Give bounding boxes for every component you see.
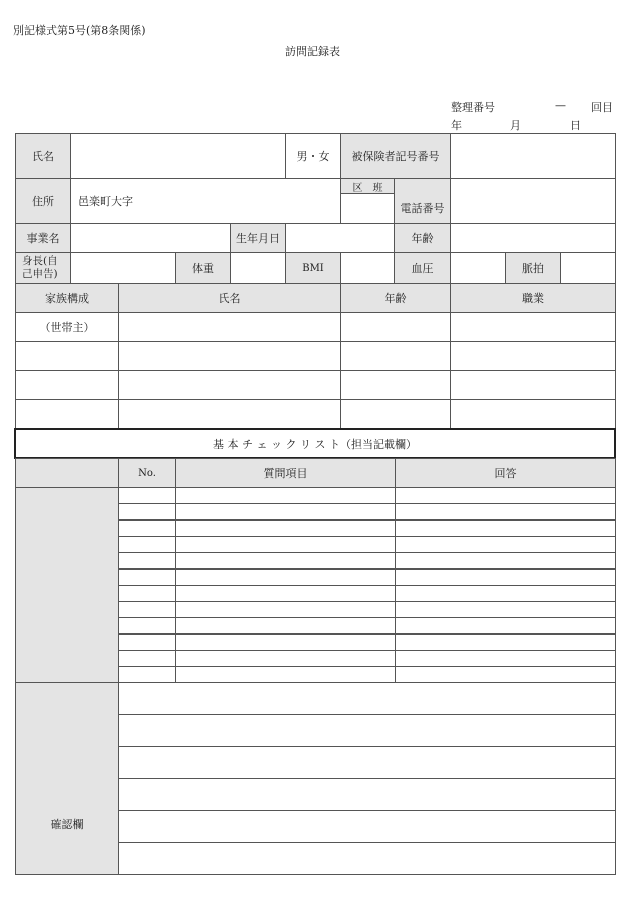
height-label: 身長(自己申告): [15, 252, 71, 284]
checklist-header-question: 質問項目: [175, 458, 396, 488]
checklist-answer-cell[interactable]: [395, 569, 616, 586]
checklist-title: 基 本 チ ェ ッ ク リ ス ト（担当記載欄）: [14, 428, 616, 459]
checklist-header-number: No.: [118, 458, 176, 488]
checklist-number-cell[interactable]: [118, 634, 176, 651]
family-name-cell[interactable]: [118, 370, 341, 400]
page-title: 訪問記録表: [285, 45, 340, 58]
family-relation-cell[interactable]: （世帯主）: [15, 312, 119, 342]
business-field[interactable]: [70, 223, 231, 253]
family-header-name: 氏名: [118, 283, 341, 313]
checklist-number-cell[interactable]: [118, 520, 176, 537]
address-field[interactable]: 邑楽町大字: [70, 178, 341, 224]
family-occupation-cell[interactable]: [450, 341, 616, 371]
checklist-question-cell[interactable]: [175, 552, 396, 569]
checklist-question-cell[interactable]: [175, 634, 396, 651]
reference-number-label: 整理番号: [451, 101, 495, 114]
confirm-entry-row[interactable]: [118, 682, 616, 715]
checklist-answer-cell[interactable]: [395, 650, 616, 667]
family-age-cell[interactable]: [340, 341, 451, 371]
family-header-relation: 家族構成: [15, 283, 119, 313]
checklist-number-cell[interactable]: [118, 503, 176, 520]
district-field[interactable]: [340, 193, 395, 224]
family-header-age: 年齢: [340, 283, 451, 313]
checklist-answer-cell[interactable]: [395, 552, 616, 569]
checklist-number-cell[interactable]: [118, 585, 176, 602]
checklist-header-answer: 回答: [395, 458, 616, 488]
height-field[interactable]: [70, 252, 176, 284]
insured-number-field[interactable]: [450, 133, 616, 179]
family-age-cell[interactable]: [340, 399, 451, 429]
family-age-cell[interactable]: [340, 370, 451, 400]
family-name-cell[interactable]: [118, 341, 341, 371]
name-label: 氏名: [15, 133, 71, 179]
family-relation-cell[interactable]: [15, 370, 119, 400]
checklist-number-cell[interactable]: [118, 569, 176, 586]
checklist-answer-cell[interactable]: [395, 536, 616, 553]
age-label: 年齢: [394, 223, 451, 253]
bmi-field[interactable]: [340, 252, 395, 284]
checklist-number-cell[interactable]: [118, 666, 176, 683]
checklist-answer-cell[interactable]: [395, 634, 616, 651]
confirm-entry-row[interactable]: [118, 714, 616, 747]
date-year-label: 年: [451, 119, 462, 132]
checklist-question-cell[interactable]: [175, 536, 396, 553]
checklist-number-cell[interactable]: [118, 536, 176, 553]
form-number: 別記様式第5号(第8条関係): [13, 24, 146, 37]
date-month-label: 月: [510, 119, 521, 132]
checklist-number-cell[interactable]: [118, 650, 176, 667]
family-header-occupation: 職業: [450, 283, 616, 313]
gender-select[interactable]: 男・女: [285, 133, 341, 179]
checklist-question-cell[interactable]: [175, 601, 396, 618]
checklist-question-cell[interactable]: [175, 650, 396, 667]
family-age-cell[interactable]: [340, 312, 451, 342]
family-occupation-cell[interactable]: [450, 312, 616, 342]
bmi-label: BMI: [285, 252, 341, 284]
family-occupation-cell[interactable]: [450, 370, 616, 400]
confirm-entry-row[interactable]: [118, 842, 616, 875]
checklist-question-cell[interactable]: [175, 487, 396, 504]
family-occupation-cell[interactable]: [450, 399, 616, 429]
phone-label: 電話番号: [394, 178, 451, 224]
family-relation-cell[interactable]: [15, 399, 119, 429]
business-label: 事業名: [15, 223, 71, 253]
date-day-label: 日: [570, 119, 581, 132]
checklist-question-cell[interactable]: [175, 503, 396, 520]
pulse-field[interactable]: [560, 252, 616, 284]
checklist-category-block: [15, 487, 119, 683]
checklist-question-cell[interactable]: [175, 520, 396, 537]
family-name-cell[interactable]: [118, 399, 341, 429]
reference-dash: —: [555, 99, 566, 112]
checklist-number-cell[interactable]: [118, 487, 176, 504]
checklist-answer-cell[interactable]: [395, 666, 616, 683]
weight-label: 体重: [175, 252, 231, 284]
age-field[interactable]: [450, 223, 616, 253]
checklist-answer-cell[interactable]: [395, 503, 616, 520]
checklist-question-cell[interactable]: [175, 617, 396, 634]
insured-number-label: 被保険者記号番号: [340, 133, 451, 179]
checklist-question-cell[interactable]: [175, 666, 396, 683]
checklist-header-blank: [15, 458, 119, 488]
district-label: 区 班: [340, 178, 395, 194]
confirm-entry-row[interactable]: [118, 810, 616, 843]
weight-field[interactable]: [230, 252, 286, 284]
birthdate-label: 生年月日: [230, 223, 286, 253]
checklist-answer-cell[interactable]: [395, 617, 616, 634]
address-label: 住所: [15, 178, 71, 224]
confirm-entry-row[interactable]: [118, 778, 616, 811]
family-relation-cell[interactable]: [15, 341, 119, 371]
visit-count-label: 回目: [591, 101, 613, 114]
blood-pressure-label: 血圧: [394, 252, 451, 284]
family-name-cell[interactable]: [118, 312, 341, 342]
checklist-number-cell[interactable]: [118, 617, 176, 634]
checklist-number-cell[interactable]: [118, 552, 176, 569]
checklist-question-cell[interactable]: [175, 585, 396, 602]
blood-pressure-field[interactable]: [450, 252, 506, 284]
checklist-question-cell[interactable]: [175, 569, 396, 586]
phone-field[interactable]: [450, 178, 616, 224]
checklist-number-cell[interactable]: [118, 601, 176, 618]
confirm-entry-row[interactable]: [118, 746, 616, 779]
checklist-answer-cell[interactable]: [395, 585, 616, 602]
checklist-answer-cell[interactable]: [395, 601, 616, 618]
birthdate-field[interactable]: [285, 223, 395, 253]
checklist-answer-cell[interactable]: [395, 487, 616, 504]
checklist-answer-cell[interactable]: [395, 520, 616, 537]
pulse-label: 脈拍: [505, 252, 561, 284]
confirm-label: 確認欄: [15, 682, 119, 875]
name-field[interactable]: [70, 133, 286, 179]
